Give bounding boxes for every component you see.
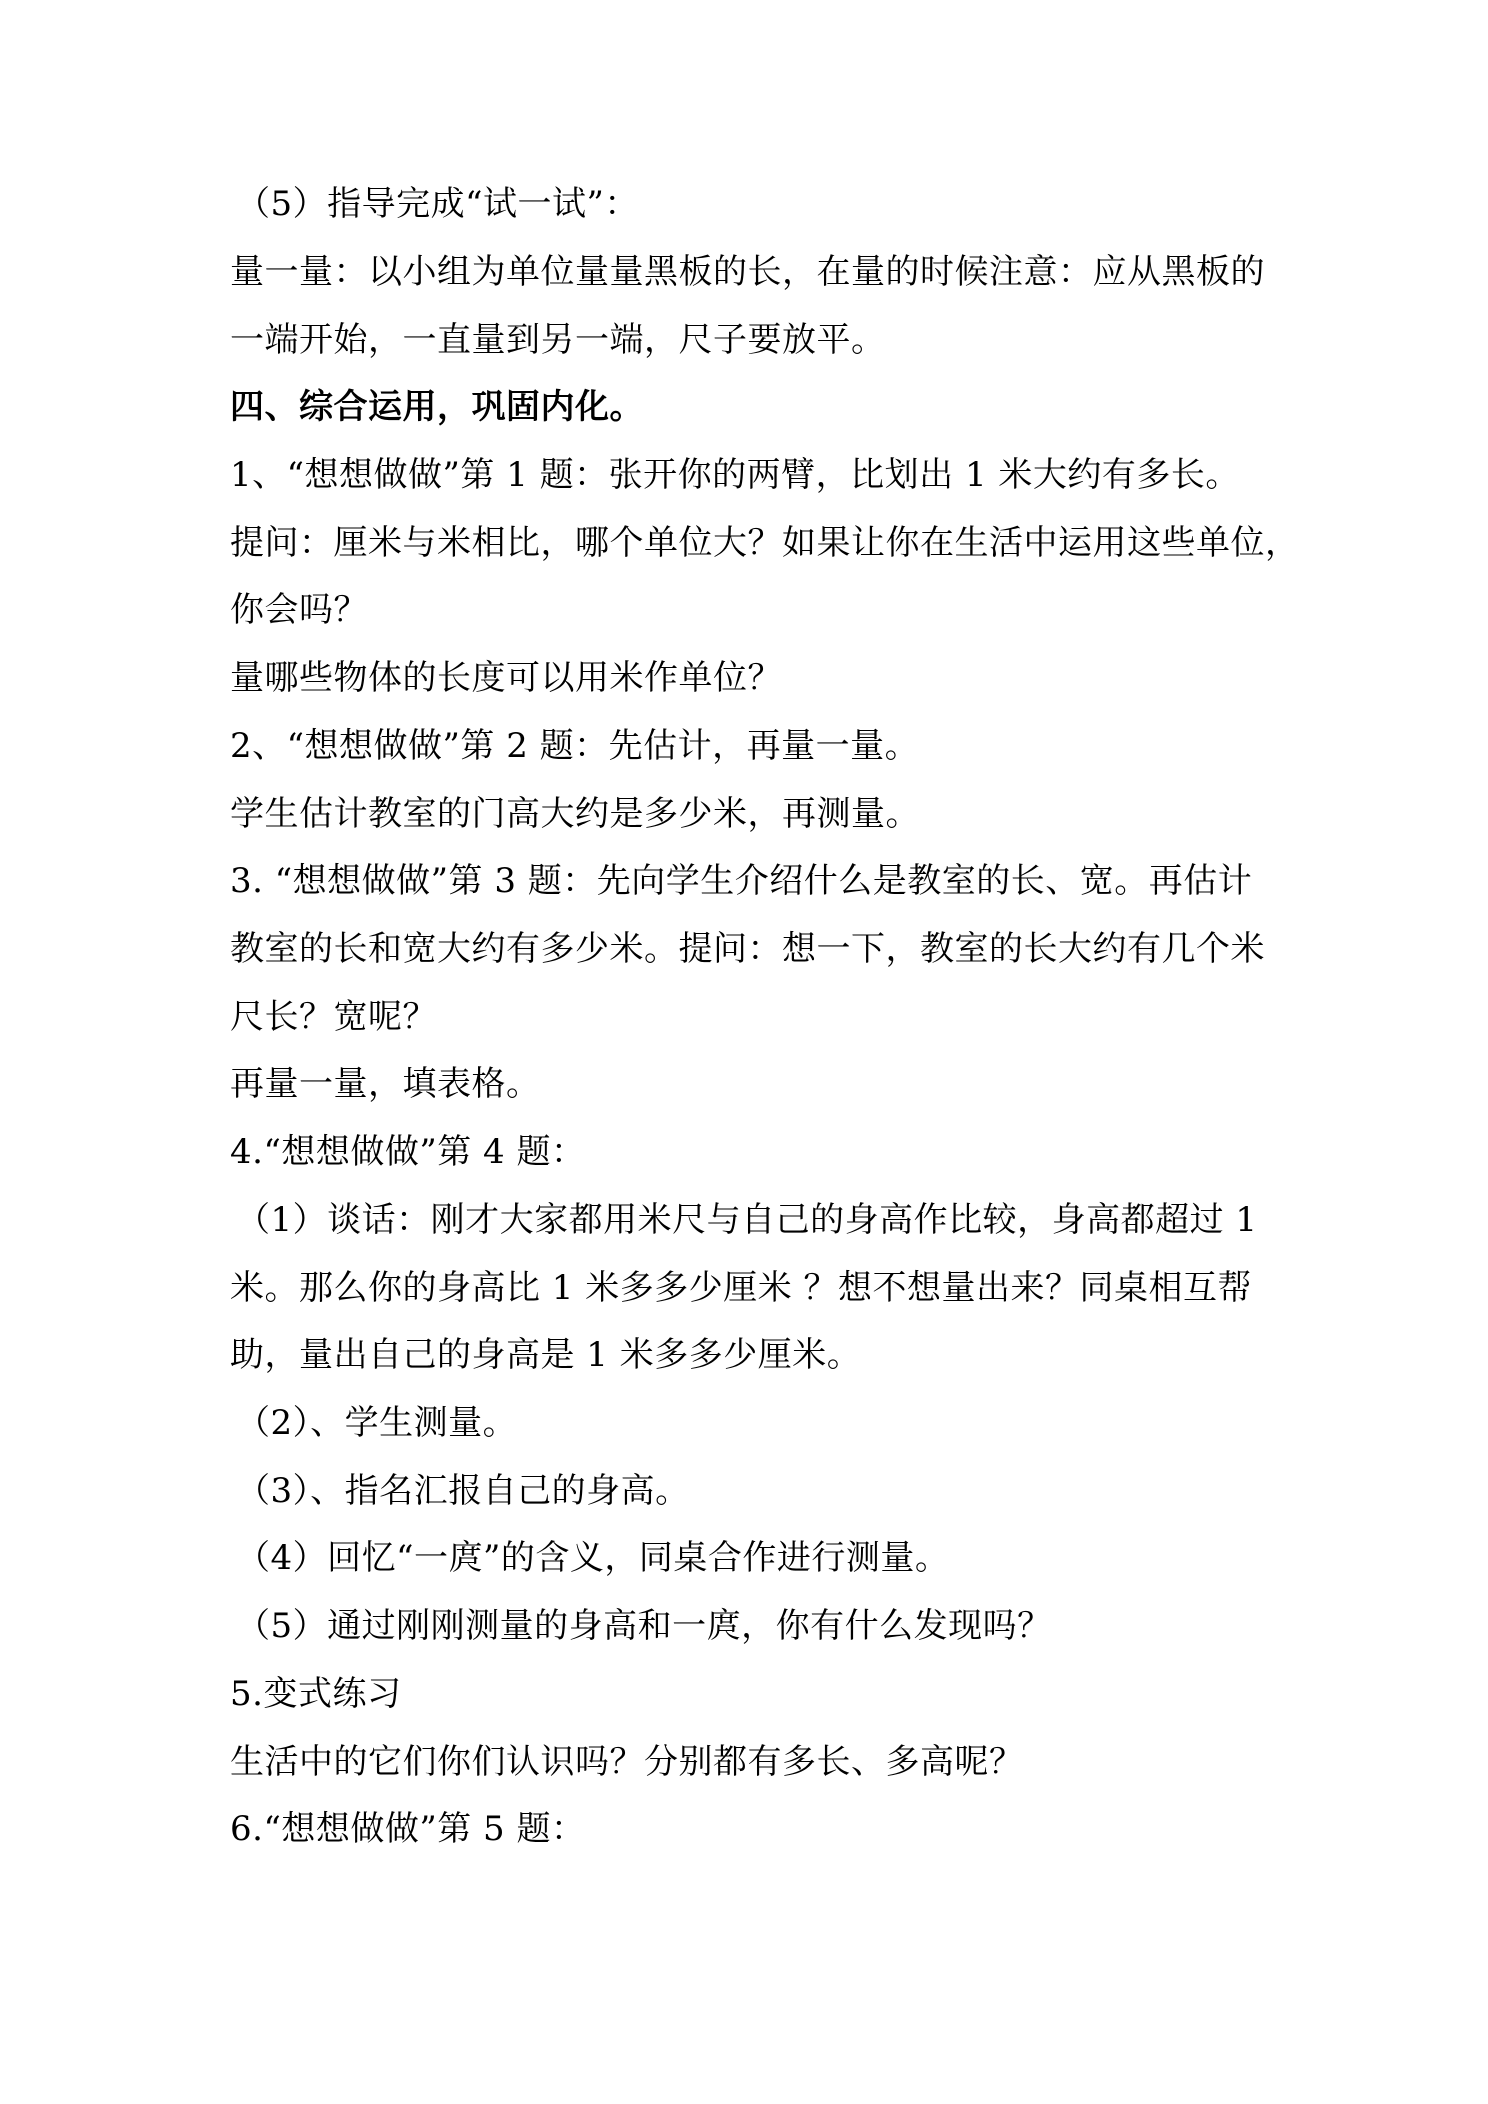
section-heading: 四、综合运用，巩固内化。 bbox=[230, 387, 644, 427]
text-line: （2）、学生测量。 bbox=[236, 1403, 518, 1443]
text-line: 量一量：以小组为单位量量黑板的长，在量的时候注意：应从黑板的 bbox=[230, 252, 1265, 292]
text-line: 助，量出自己的身高是 1 米多多少厘米。 bbox=[230, 1335, 862, 1375]
text-line: 量哪些物体的长度可以用米作单位？ bbox=[230, 658, 782, 698]
text-line: 学生估计教室的门高大约是多少米，再测量。 bbox=[230, 794, 920, 834]
text-line: （5）指导完成“试一试”： bbox=[236, 184, 639, 224]
text-line: 你会吗？ bbox=[230, 590, 368, 630]
text-line: 生活中的它们你们认识吗？分别都有多长、多高呢？ bbox=[230, 1742, 1024, 1782]
text-line: 6.“想想做做”第 5 题： bbox=[230, 1809, 586, 1849]
text-line: （5）通过刚刚测量的身高和一庹，你有什么发现吗？ bbox=[236, 1606, 1052, 1646]
text-line: 1、“想想做做”第 1 题：张开你的两臂，比划出 1 米大约有多长。 bbox=[230, 455, 1240, 495]
text-line: 5.变式练习 bbox=[230, 1674, 402, 1714]
text-line: 一端开始，一直量到另一端，尺子要放平。 bbox=[230, 320, 886, 360]
text-line: 2、“想想做做”第 2 题：先估计，再量一量。 bbox=[230, 726, 920, 766]
text-line: （3）、指名汇报自己的身高。 bbox=[236, 1471, 690, 1511]
text-line: 4.“想想做做”第 4 题： bbox=[230, 1132, 586, 1172]
text-line: 3. “想想做做”第 3 题：先向学生介绍什么是教室的长、宽。再估计 bbox=[230, 861, 1253, 901]
text-line: 再量一量，填表格。 bbox=[230, 1064, 541, 1104]
text-line: 提问：厘米与米相比，哪个单位大？如果让你在生活中运用这些单位， bbox=[230, 523, 1300, 563]
text-line: （1）谈话：刚才大家都用米尺与自己的身高作比较，身高都超过 1 bbox=[236, 1200, 1258, 1240]
text-line: 尺长？宽呢？ bbox=[230, 997, 437, 1037]
text-line: （4）回忆“一庹”的含义，同桌合作进行测量。 bbox=[236, 1538, 950, 1578]
text-line: 米。那么你的身高比 1 米多多少厘米 ？想不想量出来？同桌相互帮 bbox=[230, 1268, 1253, 1308]
text-line: 教室的长和宽大约有多少米。提问：想一下，教室的长大约有几个米 bbox=[230, 929, 1265, 969]
